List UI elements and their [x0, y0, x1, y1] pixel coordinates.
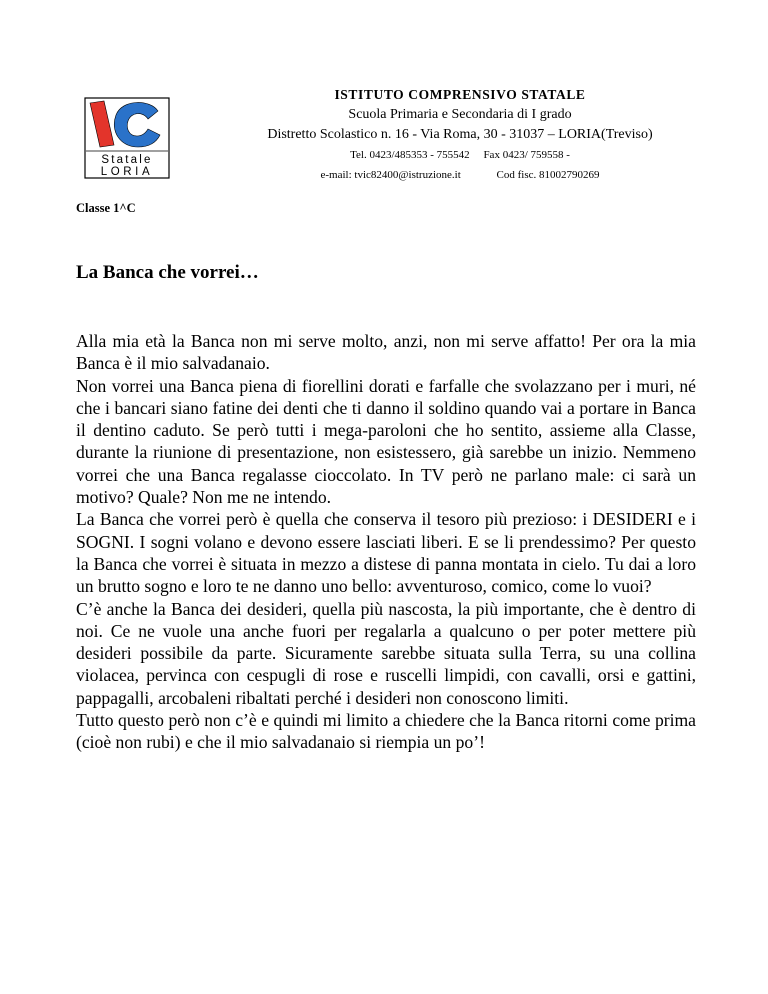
class-label: Classe 1^C — [76, 201, 136, 215]
essay-body — [76, 330, 696, 754]
fiscal-code: Cod fisc. 81002790269 — [496, 169, 600, 181]
logo-word-loria: LORIA — [100, 166, 154, 178]
institute-name: ISTITUTO COMPRENSIVO STATALE — [334, 87, 586, 102]
document-title: La Banca che vorrei… — [76, 262, 259, 283]
paragraph: Alla mia età la Banca non mi serve molto, anzi, non mi serve affatto! Per ora la mia Banca è il mio salvadanaio. — [76, 331, 696, 374]
district-address: Distretto Scolastico n. 16 - Via Roma, 30 - 31037 – LORIA(Treviso) — [267, 127, 653, 142]
email: e-mail: tvic82400@istruzione.it — [320, 169, 461, 181]
paragraph: La Banca che vorrei però è quella che conserva il tesoro più prezioso: i DESIDERI e i SOGNI. I sogni volano e devono essere lasciati liberi. E se li prendessimo? Per questo la Banca che vorrei è situata in mezzo a distese di panna montata in cielo. Tu dai a loro un brutto sogno e loro te ne danno uno bello: avventuroso, comico, come lo vuoi? — [76, 509, 696, 597]
ic-logo-icon — [84, 97, 170, 179]
letterhead — [200, 86, 720, 185]
contact-phone-line — [200, 145, 720, 165]
fax: Fax 0423/ 759558 - — [483, 149, 570, 161]
paragraph: Tutto questo però non c’è e quindi mi limito a chiedere che la Banca ritorni come prima (cioè non rubi) e che il mio salvadanaio si riempia un po’! — [76, 710, 696, 753]
paragraph: C’è anche la Banca dei desideri, quella più nascosta, la più importante, che è dentro di noi. Ce ne vuole una anche fuori per regalarla a qualcuno o per poter mettere più desideri possibile da parte. Sicuramente sarebbe situata sulla Terra, su una collina violacea, pervinca con cespugli di rose e ruscelli limpidi, con cavalli, orsi e gattini, pappagalli, arcobaleni ribaltati perché i desideri non conoscono limiti. — [76, 598, 696, 708]
paragraph: Non vorrei una Banca piena di fiorellini dorati e farfalle che svolazzano per i muri, né che i bancari siano fatine dei denti che ti danno il soldino quando vai a portare in Banca il dentino caduto. Se però tutti i mega-paroloni che ho sentito, assieme alla Classe, durante la riunione di presentazione, non esistessero, già sarebbe un inizio. Nemmeno vorrei che una Banca regalasse cioccolato. In TV però ne parlano male: ci sarà un motivo? Quale? Non me ne intendo. — [76, 375, 696, 508]
school-logo — [84, 97, 170, 179]
logo-word-statale: Statale — [101, 154, 153, 166]
contact-email-line — [200, 165, 720, 185]
school-type: Scuola Primaria e Secondaria di I grado — [348, 107, 572, 122]
telephone: Tel. 0423/485353 - 755542 — [350, 149, 470, 161]
